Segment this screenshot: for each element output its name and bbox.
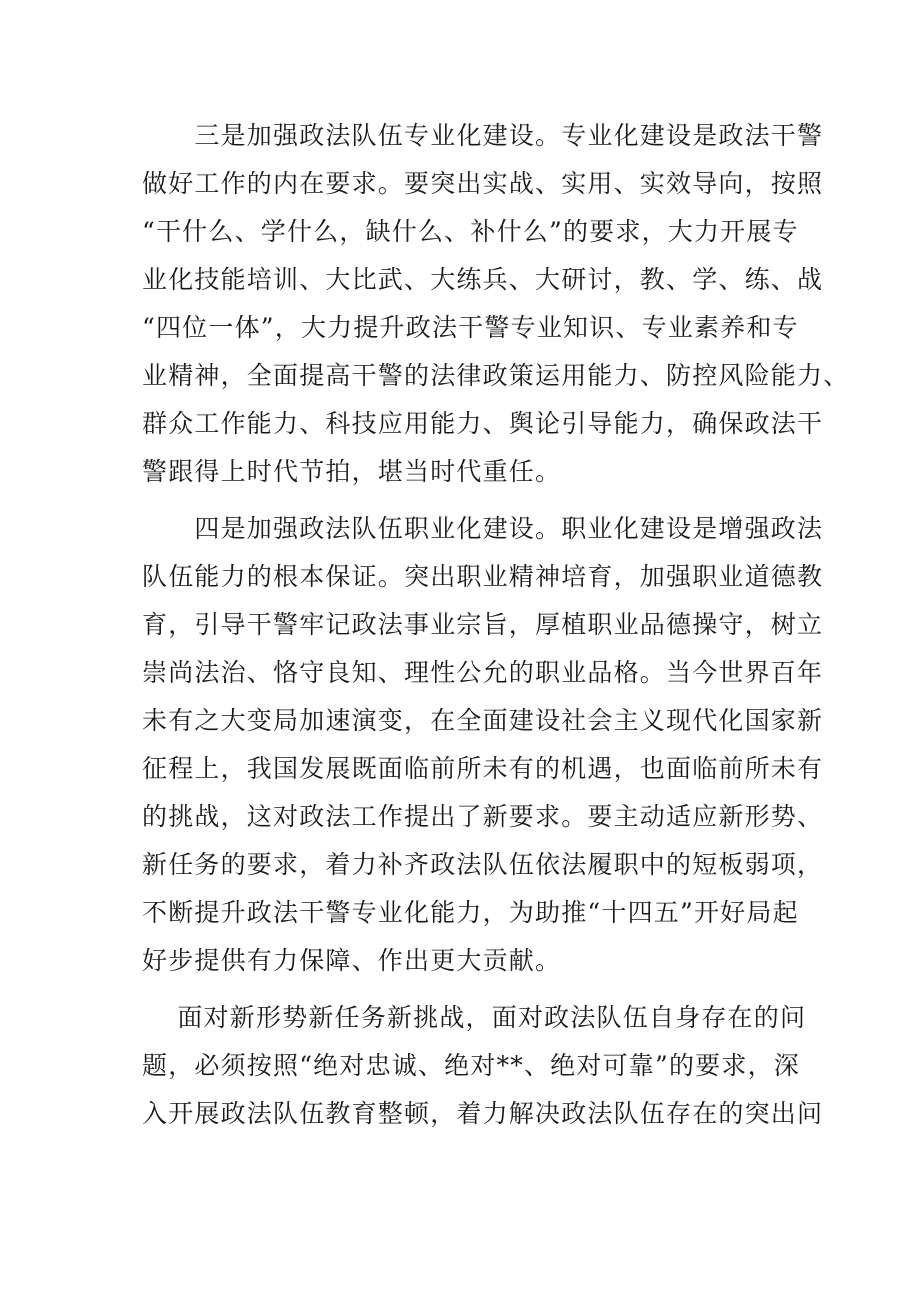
- text-line: 崇尚法治、恪守良知、理性公允的职业品格。当今世界百年: [142, 658, 824, 687]
- text-line: 面对新形势新任务新挑战，面对政法队伍自身存在的问: [142, 1003, 807, 1032]
- text-line: 好步提供有力保障、作出更大贡献。: [142, 946, 562, 975]
- text-line: 队伍能力的根本保证。突出职业精神培育，加强职业道德教: [142, 562, 824, 591]
- text-line: “干什么、学什么，缺什么、补什么”的要求，大力开展专: [142, 217, 799, 246]
- text-line: “四位一体”，大力提升政法干警专业知识、专业素养和专: [142, 313, 799, 342]
- text-line: 不断提升政法干警专业化能力，为助推“十四五”开好局起: [142, 898, 799, 927]
- text-line: 警跟得上时代节拍，堪当时代重任。: [142, 457, 562, 486]
- paragraph-challenges: [142, 994, 824, 1138]
- text-line: 业精神，全面提高干警的法律政策运用能力、防控风险能力、: [142, 361, 850, 390]
- text-line: 未有之大变局加速演变，在全面建设社会主义现代化国家新: [142, 706, 824, 735]
- text-line: 的挑战，这对政法工作提出了新要求。要主动适应新形势、: [142, 802, 824, 831]
- text-line: 做好工作的内在要求。要突出实战、实用、实效导向，按照: [142, 169, 824, 198]
- text-line: 三是加强政法队伍专业化建设。专业化建设是政法干警: [142, 121, 824, 150]
- text-line: 四是加强政法队伍职业化建设。职业化建设是增强政法: [142, 514, 824, 543]
- text-line: 群众工作能力、科技应用能力、舆论引导能力，确保政法干: [142, 409, 824, 438]
- text-line: 新任务的要求，着力补齐政法队伍依法履职中的短板弱项，: [142, 850, 824, 879]
- text-line: 入开展政法队伍教育整顿，着力解决政法队伍存在的突出问: [142, 1099, 824, 1128]
- text-line: 征程上，我国发展既面临前所未有的机遇，也面临前所未有: [142, 754, 824, 783]
- document-body: [142, 112, 850, 1138]
- paragraph-professionalization: [142, 112, 850, 496]
- text-line: 业化技能培训、大比武、大练兵、大研讨，教、学、练、战: [142, 265, 824, 294]
- text-line: 育，引导干警牢记政法事业宗旨，厚植职业品德操守，树立: [142, 610, 824, 639]
- paragraph-vocationalization: [142, 505, 824, 985]
- text-line: 题，必须按照“绝对忠诚、绝对**、绝对可靠”的要求，深: [142, 1051, 800, 1080]
